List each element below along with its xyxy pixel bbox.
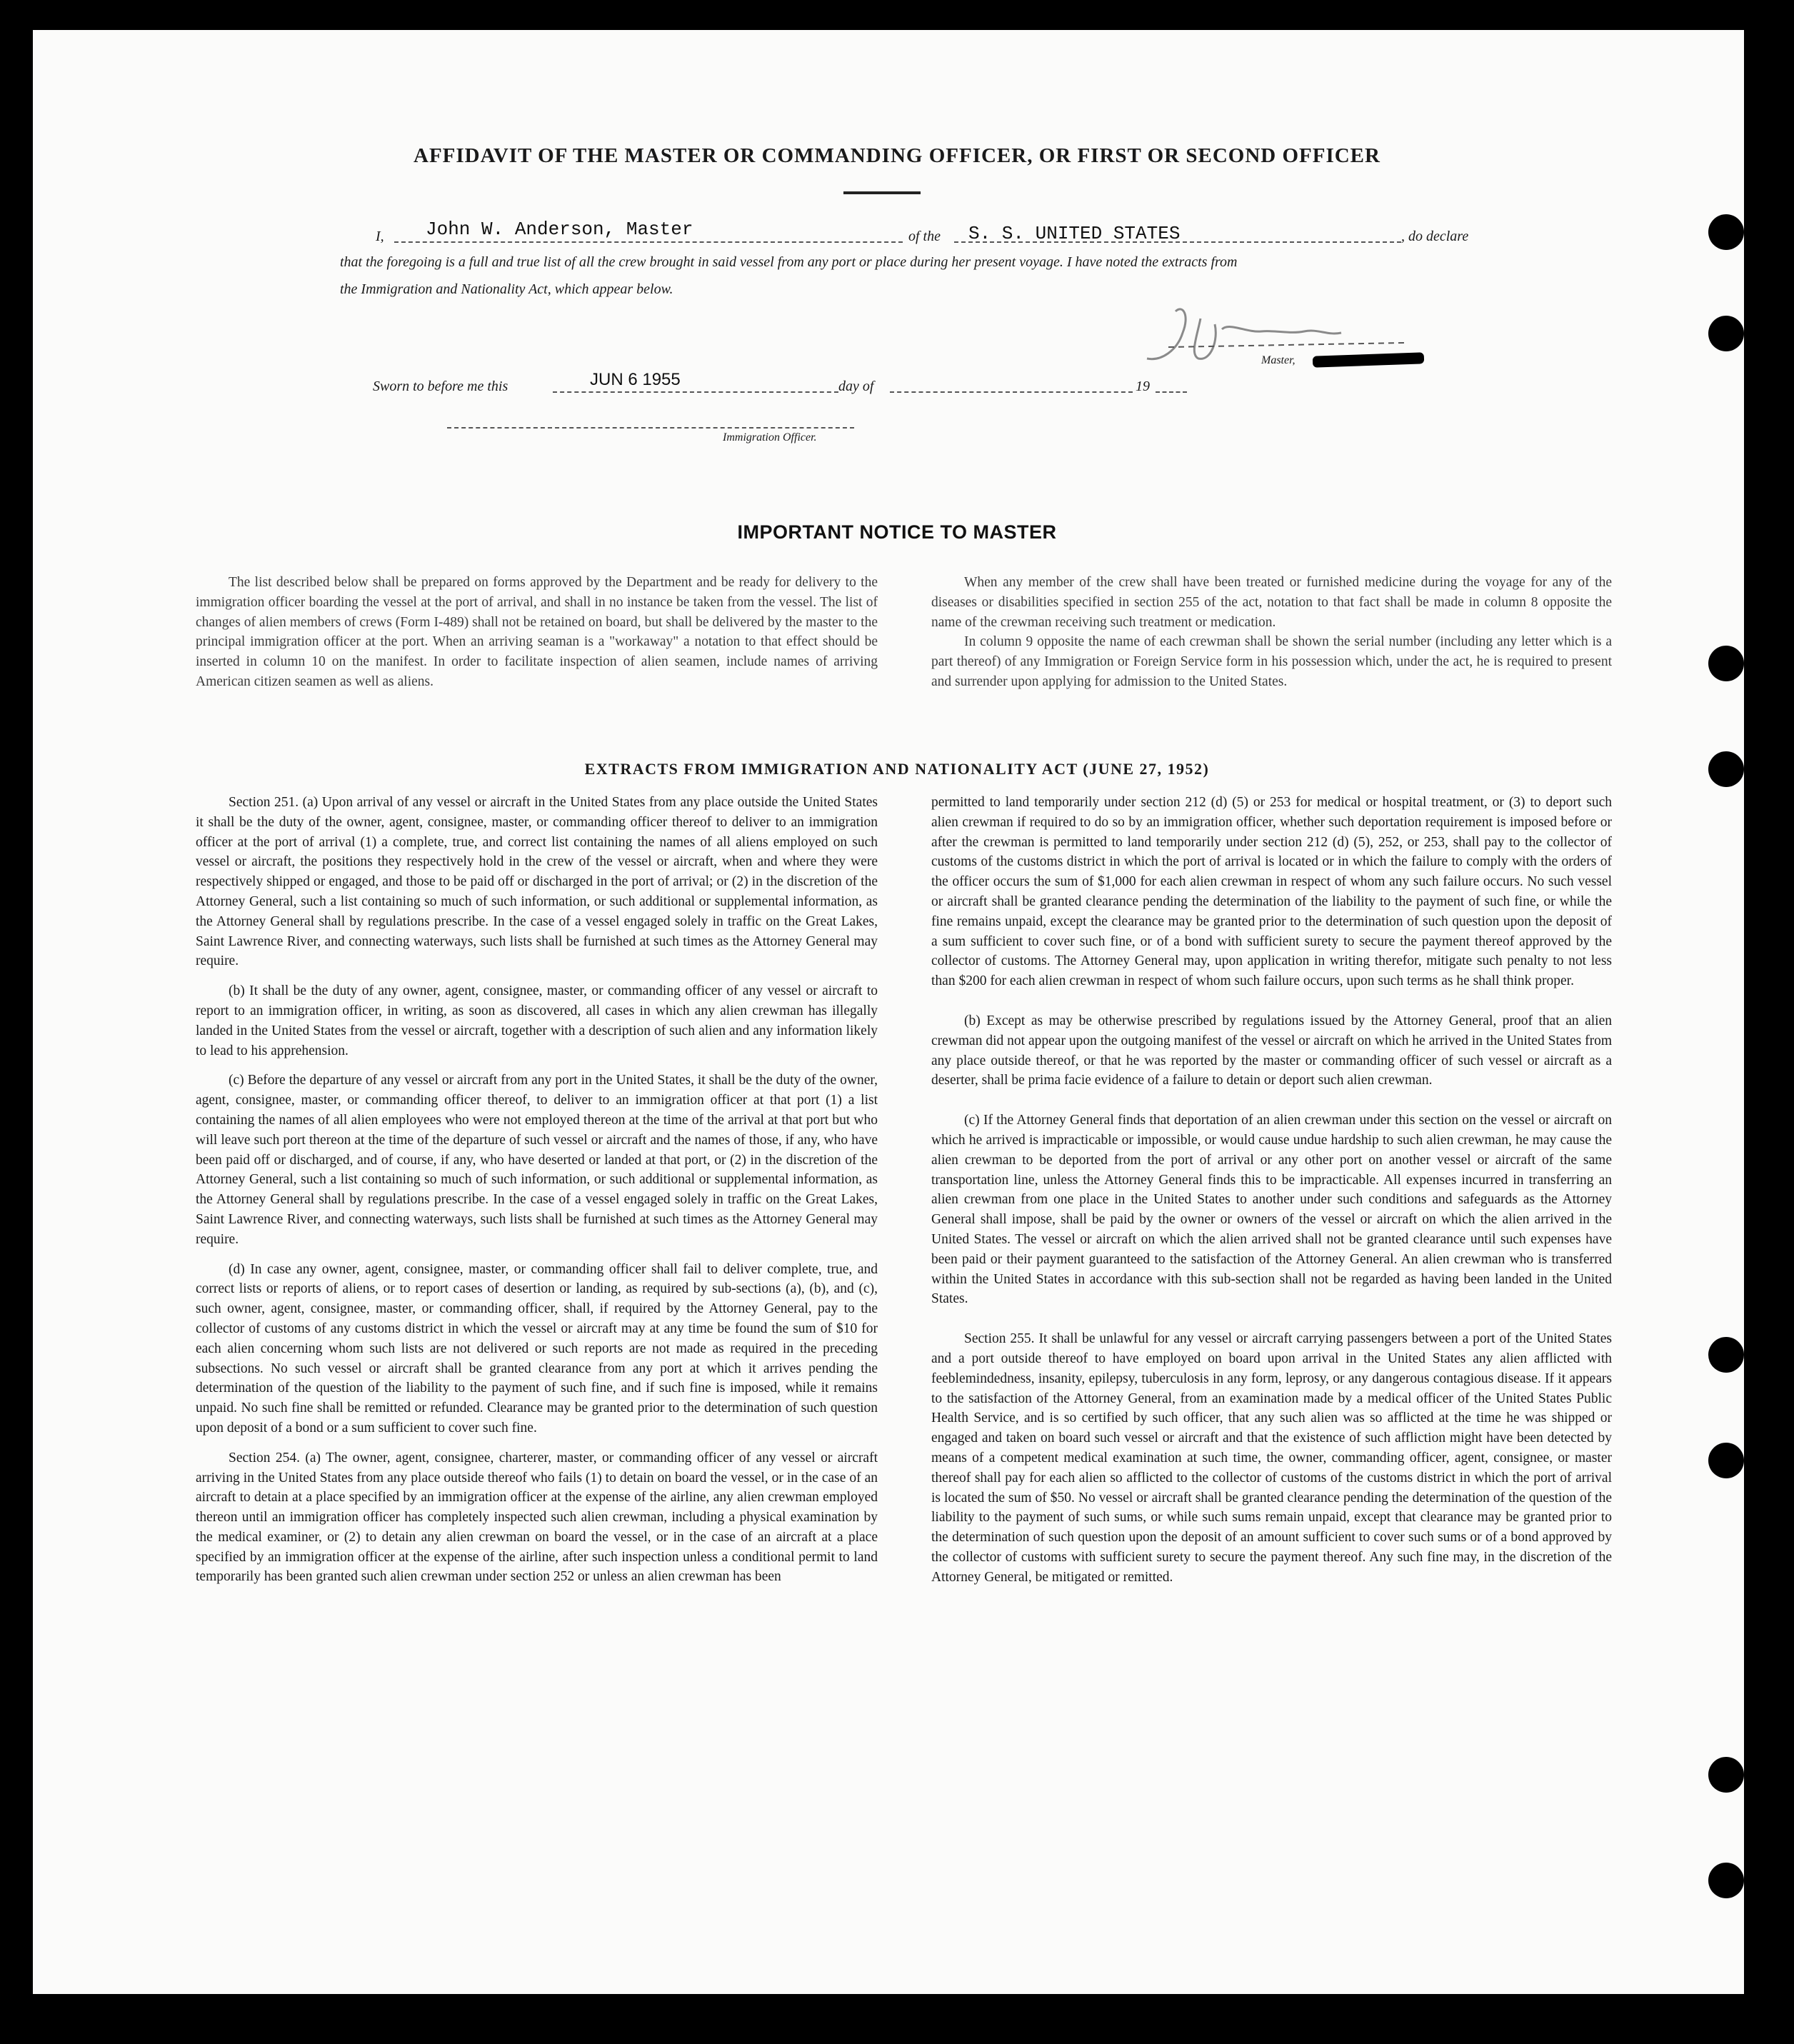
affidavit-statement-line1: that the foregoing is a full and true list of all the crew brought in said vessel from any port or place during her present voyage. I have noted the extracts from	[340, 254, 1238, 270]
name-blank	[394, 241, 903, 243]
punch-hole	[1708, 1337, 1744, 1373]
notice-right-paragraph-2: In column 9 opposite the name of each crewman shall be shown the serial number (including any letter which is a part thereof) of any Immigration or Foreign Service form in his possession which, under the act, he is required to present and surrender upon applying for admission to the United States.	[931, 634, 1612, 689]
section-255: Section 255. It shall be unlawful for any vessel or aircraft carrying passengers between a port of the United States and a port outside thereof to have employed on board upon arrival in the United States any alien afflicted with feeblemindedness, insanity, epilepsy, tuberculosis in any form, leprosy, or any dangerous contagious disease. If it appears to the satisfaction of the Attorney General, from an examination made by a medical officer of the United States Public Health Service, and is so certified by such officer, that any such alien was so afflicted at the time he was shipped or engaged and taken on board such vessel or aircraft and that the existence of such affliction might have been detected by means of a competent medical examination at such time, the owner, commanding officer, agent, consignee, or master thereof shall pay for each alien so afflicted to the collector of customs of the customs district in which the port of arrival is located the sum of $50. No vessel or aircraft shall be granted clearance pending the determination of the question of the liability to the payment of such sums, or while such sums remain unpaid, except that clearance may be granted prior to the determination of such question upon the deposit of an amount sufficient to cover such sums or of a bond approved by the collector of customs with sufficient surety to secure the payment thereof. Any such fine may, in the discretion of the Attorney General, be mitigated or remitted.	[931, 1331, 1612, 1585]
section-251-d: (d) In case any owner, agent, consignee, master, or commanding officer shall fail to deliver complete, true, and correct lists or reports of aliens, or to report cases of desertion or landing, as required by sub-sections (a), (b), and (c), such owner, agent, consignee, master, or commanding officer, shall, if required by the Attorney General, pay to the collector of customs of any customs district in which the vessel or aircraft may at any time be found the sum of $10 for each alien concerning whom such lists are not delivered or such reports are not made as required in the preceding subsections. No such vessel or aircraft shall be granted clearance from any port at which it arrives pending the determination of the question of the liability to the payment of such fine, and if such fine is imposed, while it remains unpaid. No such fine shall be remitted or refunded. Clearance may be granted prior to the determination of such question upon deposit of a bond or a sum sufficient to cover such fine.	[196, 1261, 878, 1436]
punch-hole	[1708, 1863, 1744, 1898]
punch-hole	[1708, 316, 1744, 351]
typed-vessel-name: S. S. UNITED STATES	[968, 223, 1181, 244]
year-blank	[1156, 391, 1187, 393]
section-251-a: Section 251. (a) Upon arrival of any vessel or aircraft in the United States from any place outside the United States it shall be the duty of the owner, agent, consignee, master, or commanding officer thereof to deliver to an immigration officer at the port of arrival (1) a complete, true, and correct list containing the names of all aliens employed on such vessel or aircraft, the positions they respectively hold in the crew of the vessel or aircraft, when and where they were respectively shipped or engaged, and those to be paid off or discharged in the port of arrival; or (2) in the discretion of the Attorney General, such a list containing so much of such information, or such additional or supplemental information, as the Attorney General shall by regulations prescribe. In the case of a vessel engaged solely in traffic on the Great Lakes, Saint Lawrence River, and connecting waterways, such lists shall be furnished at such times as the Attorney General may require.	[196, 795, 878, 969]
title-rule	[843, 191, 921, 194]
year-prefix: 19	[1136, 379, 1150, 394]
punch-hole	[1708, 646, 1744, 681]
notice-title: IMPORTANT NOTICE TO MASTER	[737, 521, 1057, 543]
affidavit-prefix: I,	[376, 229, 384, 244]
do-declare-label: , do declare	[1401, 229, 1469, 244]
immigration-officer-label: Immigration Officer.	[723, 431, 817, 444]
sworn-prefix: Sworn to before me this	[373, 379, 508, 394]
extracts-title: EXTRACTS FROM IMMIGRATION AND NATIONALITY ACT (JUNE 27, 1952)	[584, 760, 1210, 778]
affidavit-statement-line2: the Immigration and Nationality Act, which appear below.	[340, 281, 673, 297]
punch-hole	[1708, 214, 1744, 250]
notice-right-paragraph-1: When any member of the crew shall have been treated or furnished medicine during the voyage for any of the diseases or disabilities specified in section 255 of the act, notation to that fact shall be made in column 8 opposite the name of the crewman receiving such treatment or medication.	[931, 575, 1612, 630]
month-blank	[890, 391, 1133, 393]
typed-master-name: John W. Anderson, Master	[426, 219, 693, 240]
section-251-c: (c) Before the departure of any vessel or aircraft from any port in the United States, it shall be the duty of the owner, agent, consignee, master, or commanding officer thereof, to deliver to an immigration officer at that port (1) a list containing the names of all alien employees who were not employed thereon at the time of the arrival at that port but who will leave such port thereon at the time of the departure of such vessel or aircraft and the names of those, if any, who have been paid off or discharged, and of course, if any, who have deserted or landed at that port, or (2) in the discretion of the Attorney General, such a list containing so much of such information, or such additional or supplemental information, as the Attorney General shall by regulations prescribe. In the case of a vessel engaged solely in traffic on the Great Lakes, Saint Lawrence River, and connecting waterways, such lists shall be furnished at such times as the Attorney General may require.	[196, 1073, 878, 1247]
notice-right-column	[931, 573, 1612, 692]
document-page	[33, 30, 1744, 1994]
of-the-label: of the	[908, 229, 941, 244]
master-label: Master,	[1261, 354, 1296, 366]
day-of-label: day of	[838, 379, 874, 394]
section-254-c: (c) If the Attorney General finds that deportation of an alien crewman under this section on the vessel or aircraft on which he arrived is impracticable or impossible, or would cause undue hardship to such alien crewman, he may cause the alien crewman to be deported from the port of arrival or any other port on another vessel or aircraft of the same transportation line, unless the Attorney General finds this to be impracticable. All expenses incurred in transferring an alien crewman from one place in the United States to another under such conditions and safeguards as the Attorney General shall impose, shall be paid by the owner or owners of the vessel or aircraft on which the alien arrived in the United States. The vessel or aircraft on which the alien arrived shall not be granted clearance until such expenses have been paid or their payment guaranteed to the satisfaction of the Attorney General. An alien crewman who is transferred within the United States in accordance with this sub-section shall not be regarded as having been landed in the United States.	[931, 1113, 1612, 1307]
punch-hole	[1708, 751, 1744, 787]
punch-hole	[1708, 1443, 1744, 1478]
section-254-a: Section 254. (a) The owner, agent, consignee, charterer, master, or commanding officer of any vessel or aircraft arriving in the United States from any place outside thereof who fails (1) to detain on board the vessel, or in the case of an aircraft to detain at a place specified by an immigration officer at the expense of the airline, any alien crewman employed thereon until an immigration officer has completely inspected such alien crewman, including a physical examination by the medical examiner, or (2) to detain any alien crewman on board the vessel, or in the case of an aircraft at a place specified by an immigration officer at the expense of the airline, after such inspection unless a conditional permit to land temporarily has been granted such alien crewman under section 252 or unless an alien crewman has been	[196, 1450, 878, 1585]
sworn-date-stamp: JUN 6 1955	[590, 370, 681, 389]
extracts-right-column	[931, 793, 1612, 1597]
section-251-b: (b) It shall be the duty of any owner, agent, consignee, master, or commanding officer of any vessel or aircraft to report to an immigration officer, in writing, as soon as discovered, all cases in which any alien crewman has illegally landed in the United States from the vessel or aircraft, together with a description of such alien and any information likely to lead to his apprehension.	[196, 983, 878, 1058]
notice-left-column	[196, 573, 878, 692]
punch-hole	[1708, 1757, 1744, 1793]
section-254-b: (b) Except as may be otherwise prescribed by regulations issued by the Attorney General, proof that an alien crewman did not appear upon the outgoing manifest of the vessel or aircraft on which he arrived in the United States from any place outside thereof, or that he was reported by the master or commanding officer of such vessel or aircraft as a deserter, shall be prima facie evidence of a failure to detain or deport such alien crewman.	[931, 1013, 1612, 1088]
officer-signature-line	[447, 427, 854, 429]
sworn-date-blank	[553, 391, 838, 393]
affidavit-title: AFFIDAVIT OF THE MASTER OR COMMANDING OFFICER, OR FIRST OR SECOND OFFICER	[414, 144, 1380, 167]
notice-left-paragraph: The list described below shall be prepared on forms approved by the Department and be ready for delivery to the immigration officer boarding the vessel at the port of arrival, and shall in no instance be taken from the vessel. The list of changes of alien members of crews (Form I-489) shall not be retained on board, but shall be delivered by the master to the principal immigration officer at the port. When an arriving seaman is a "workaway" a notation to that effect should be inserted in column 10 on the manifest. In order to facilitate inspection of alien seamen, include names of arriving American citizen seamen as well as aliens.	[196, 575, 878, 689]
section-254-a-continued: permitted to land temporarily under section 212 (d) (5) or 253 for medical or hospital treatment, or (3) to deport such alien crewman if required to do so by an immigration officer, whether such deportation requirement is imposed before or after the crewman is permitted to land temporarily under section 212 (d) (5), 252, or 253, shall pay to the collector of customs of the customs district in which the port of arrival is located or in which the failure to comply with the orders of the officer occurs the sum of $1,000 for each alien crewman in respect of whom any such failure occurs. No such vessel or aircraft shall be granted clearance pending the determination of the liability to the payment of such fine, or while the fine remains unpaid, except the clearance may be granted prior to the determination of such question upon the deposit of a sum sufficient to cover such fine, or of a bond with sufficient surety to secure the payment thereof approved by the collector of customs. The Attorney General may, upon application in writing therefor, mitigate such penalty to not less than $200 for each alien crewman in respect of whom such failure occurs, upon such terms as he shall think proper.	[931, 795, 1612, 989]
extracts-left-column	[196, 793, 878, 1597]
